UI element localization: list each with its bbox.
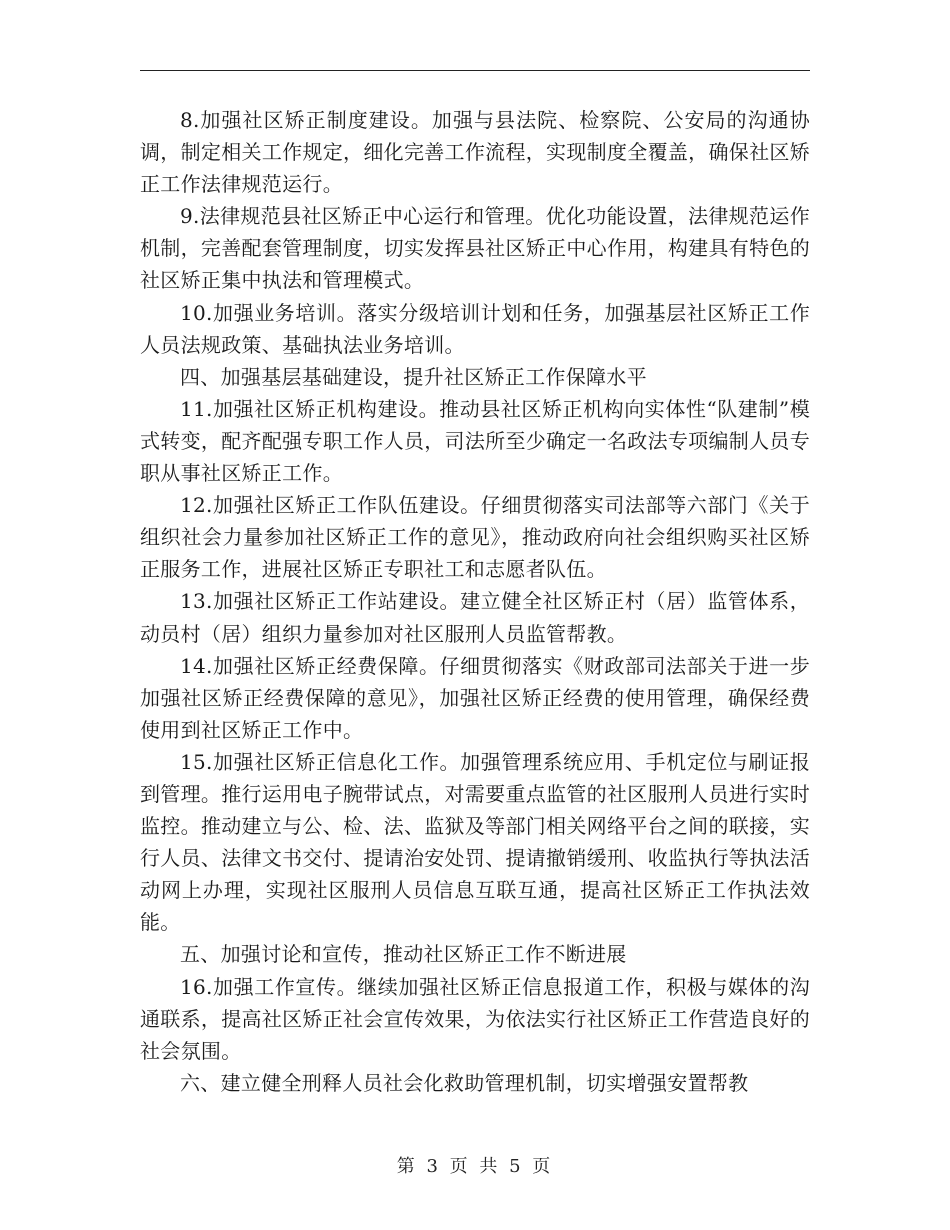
paragraph-item-13: 13.加强社区矫正工作站建设。建立健全社区矫正村（居）监管体系，动员村（居）组织力量参加对社区服刑人员监管帮教。 xyxy=(140,589,810,646)
section-heading-6: 六、建立健全刑释人员社会化救助管理机制，切实增强安置帮教 xyxy=(180,1070,749,1095)
paragraph-item-8: 8.加强社区矫正制度建设。加强与县法院、检察院、公安局的沟通协调，制定相关工作规定，细化完善工作流程，实现制度全覆盖，确保社区矫正工作法律规范运行。 xyxy=(140,108,810,197)
paragraph-item-11: 11.加强社区矫正机构建设。推动县社区矫正机构向实体性“队建制”模式转变，配齐配强专职工作人员，司法所至少确定一名政法专项编制人员专职从事社区矫正工作。 xyxy=(140,396,810,486)
paragraph-item-9: 9.法律规范县社区矫正中心运行和管理。优化功能设置，法律规范运作机制，完善配套管理制度，切实发挥县社区矫正中心作用，构建具有特色的社区矫正集中执法和管理模式。 xyxy=(140,204,810,293)
paragraph-item-16: 16.加强工作宣传。继续加强社区矫正信息报道工作，积极与媒体的沟通联系，提高社区矫正社会宣传效果，为依法实行社区矫正工作营造良好的社会氛围。 xyxy=(140,974,810,1063)
paragraph-item-12: 12.加强社区矫正工作队伍建设。仔细贯彻落实司法部等六部门《关于组织社会力量参加社区矫正工作的意见》，推动政府向社会组织购买社区矫正服务工作，进展社区矫正专职社工和志愿者队伍。 xyxy=(140,493,810,582)
header-rule xyxy=(140,70,810,71)
document-body xyxy=(140,104,810,1099)
paragraph-item-10: 10.加强业务培训。落实分级培训计划和任务，加强基层社区矫正工作人员法规政策、基础执法业务培训。 xyxy=(140,300,810,357)
page-number-footer: 第 3 页 共 5 页 xyxy=(396,1156,554,1177)
paragraph-item-14: 14.加强社区矫正经费保障。仔细贯彻落实《财政部司法部关于进一步加强社区矫正经费保障的意见》，加强社区矫正经费的使用管理，确保经费使用到社区矫正工作中。 xyxy=(140,653,810,742)
section-heading-5: 五、加强讨论和宣传，推动社区矫正工作不断进展 xyxy=(180,942,627,967)
section-heading-4: 四、加强基层基础建设，提升社区矫正工作保障水平 xyxy=(180,364,647,389)
paragraph-item-15: 15.加强社区矫正信息化工作。加强管理系统应用、手机定位与刷证报到管理。推行运用电子腕带试点，对需要重点监管的社区服刑人员进行实时监控。推动建立与公、检、法、监狱及等部门相关网络平台之间的联接，实行人员、法律文书交付、提请治安处罚、提请撤销缓刑、收监执行等执法活动网上办理，实现社区服刑人员信息互联互通，提高社区矫正工作执法效能。 xyxy=(140,749,810,935)
